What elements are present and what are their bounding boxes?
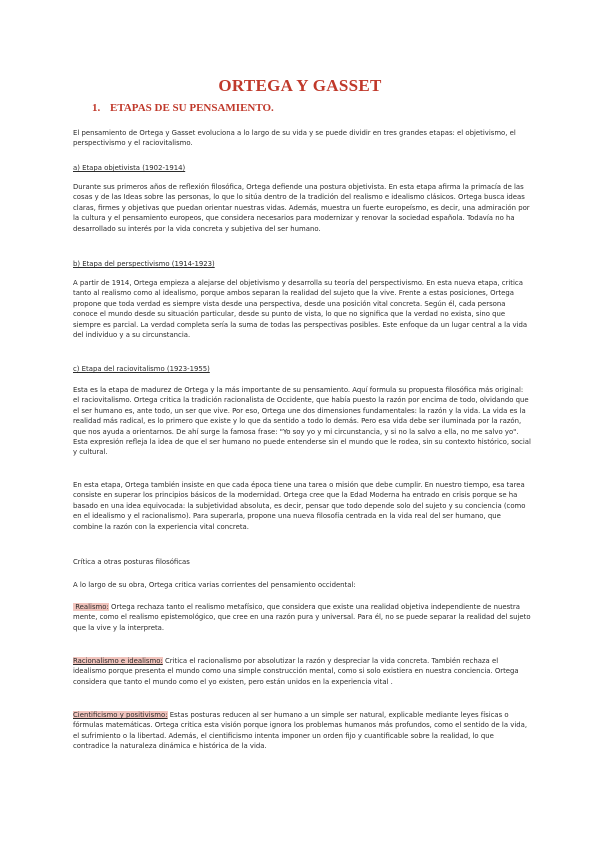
critique-item-realismo: Realismo: Ortega rechaza tanto el realismo metafísico, que considera que existe una realidad objetiva independiente de nuestra mente, como el realismo epistemológico, que cree en una razón pura y universal. Para él, no se puede separar la realidad del sujeto que la vive y la interpreta.	[73, 603, 531, 632]
stage-c-paragraph: Esta es la etapa de madurez de Ortega y la más importante de su pensamiento. Aquí formula su propuesta filosófica más original: el raciovitalismo. Ortega critica la tradición racionalista de Occidente, que había puesto la razón por encima de todo, olvidando que el ser humano es, ante todo, un ser que vive. Por eso, Ortega une dos dimensiones fundamentales: la razón y la vida. La vida es la realidad más radical, es lo primero que existe y lo que da sentido a todo lo demás. Pero esa vida debe ser iluminada por la razón, que nos ayuda a orientarnos. De ahí surge la famosa frase: "Yo soy yo y mi circunstancia, y si no la salvo a ella, no me salvo yo". Esta expresión refleja la idea de que el ser humano no puede entenderse sin el mundo que le rodea, sin su contexto histórico, social y cultural.	[73, 386, 531, 457]
stage-c-heading: c) Etapa del raciovitalismo (1923-1955)	[73, 365, 210, 373]
section-title: ETAPAS DE SU PENSAMIENTO.	[110, 102, 274, 114]
stage-b-heading: b) Etapa del perspectivismo (1914-1923)	[73, 260, 215, 268]
stage-b-paragraph: A partir de 1914, Ortega empieza a alejarse del objetivismo y desarrolla su teoría del perspectivismo. En esta nueva etapa, critica tanto al realismo como al idealismo, porque ambos separan la realidad del sujeto que la vive. Frente a estas posiciones, Ortega propone que toda verdad es siempre vista desde una perspectiva, desde una posición vital concreta. Según él, cada persona conoce el mundo desde su situación particular, desde su punto de vista, lo que no significa que la verdad no exista, sino que siempre es parcial. La verdad completa sería la suma de todas las perspectivas posibles. Este enfoque da un lugar central a la vida del individuo y a su circunstancia.	[73, 279, 528, 340]
critique-term-racionalismo: Racionalismo e idealismo:	[73, 657, 163, 665]
section-heading	[92, 102, 274, 114]
critique-item-cientificismo: Cientificismo y positivismo: Estas posturas reducen al ser humano a un simple ser natural, explicable mediante leyes físicas o fórmulas matemáticas. Ortega critica esta visión porque ignora los problemas humanos más profundos, como el sentido de la vida, el sufrimiento o la libertad. Además, el cientificismo intenta imponer un orden fijo y cuantificable sobre la realidad, lo que contradice la naturaleza dinámica e histórica de la vida.	[73, 711, 528, 751]
critique-intro: A lo largo de su obra, Ortega critica varias corrientes del pensamiento occidental:	[73, 581, 356, 589]
section-number: 1.	[92, 102, 101, 114]
intro-paragraph: El pensamiento de Ortega y Gasset evoluciona a lo largo de su vida y se puede dividir en tres grandes etapas: el objetivismo, el perspectivismo y el raciovitalismo.	[73, 129, 516, 148]
critique-item-racionalismo: Racionalismo e idealismo: Critica el racionalismo por absolutizar la razón y despreciar la vida concreta. También rechaza el idealismo porque presenta el mundo como una simple construcción mental, como si solo existiera en nuestra conciencia. Ortega considera que tanto el mundo como el yo existen, pero están unidos en la experiencia vital .	[73, 657, 519, 686]
stage-a-paragraph: Durante sus primeros años de reflexión filosófica, Ortega defiende una postura objetivista. En esta etapa afirma la primacía de las cosas y de las Ideas sobre las personas, lo que lo sitúa dentro de la tradición del realismo e idealismo clásicos. Ortega busca ideas claras, firmes y objetivas que puedan orientar nuestras vidas. Además, muestra un fuerte europeísmo, es decir, una admiración por la cultura y el pensamiento europeos, que considera necesarios para modernizar y renovar la sociedad española. Todavía no ha desarrollado su interés por la vida concreta y subjetiva del ser humano.	[73, 183, 530, 233]
critique-heading: Crítica a otras posturas filosóficas	[73, 558, 190, 566]
critique-term-realismo: Realismo:	[73, 603, 109, 611]
stage-c-paragraph-2: En esta etapa, Ortega también insiste en que cada época tiene una tarea o misión que debe cumplir. En nuestro tiempo, esa tarea consiste en superar los principios básicos de la modernidad. Ortega cree que la Edad Moderna ha entrado en crisis porque se ha basado en una idea equivocada: la subjetividad absoluta, es decir, pensar que todo depende solo del sujeto y su conciencia (como en el idealismo y el racionalismo). Para superarla, propone una nueva filosofía centrada en la vida real del ser humano, que combine la razón con la experiencia vital concreta.	[73, 481, 526, 531]
critique-term-cientificismo: Cientificismo y positivismo:	[73, 711, 168, 719]
document-title: ORTEGA Y GASSET	[218, 76, 382, 95]
stage-a-heading: a) Etapa objetivista (1902-1914)	[73, 164, 186, 172]
